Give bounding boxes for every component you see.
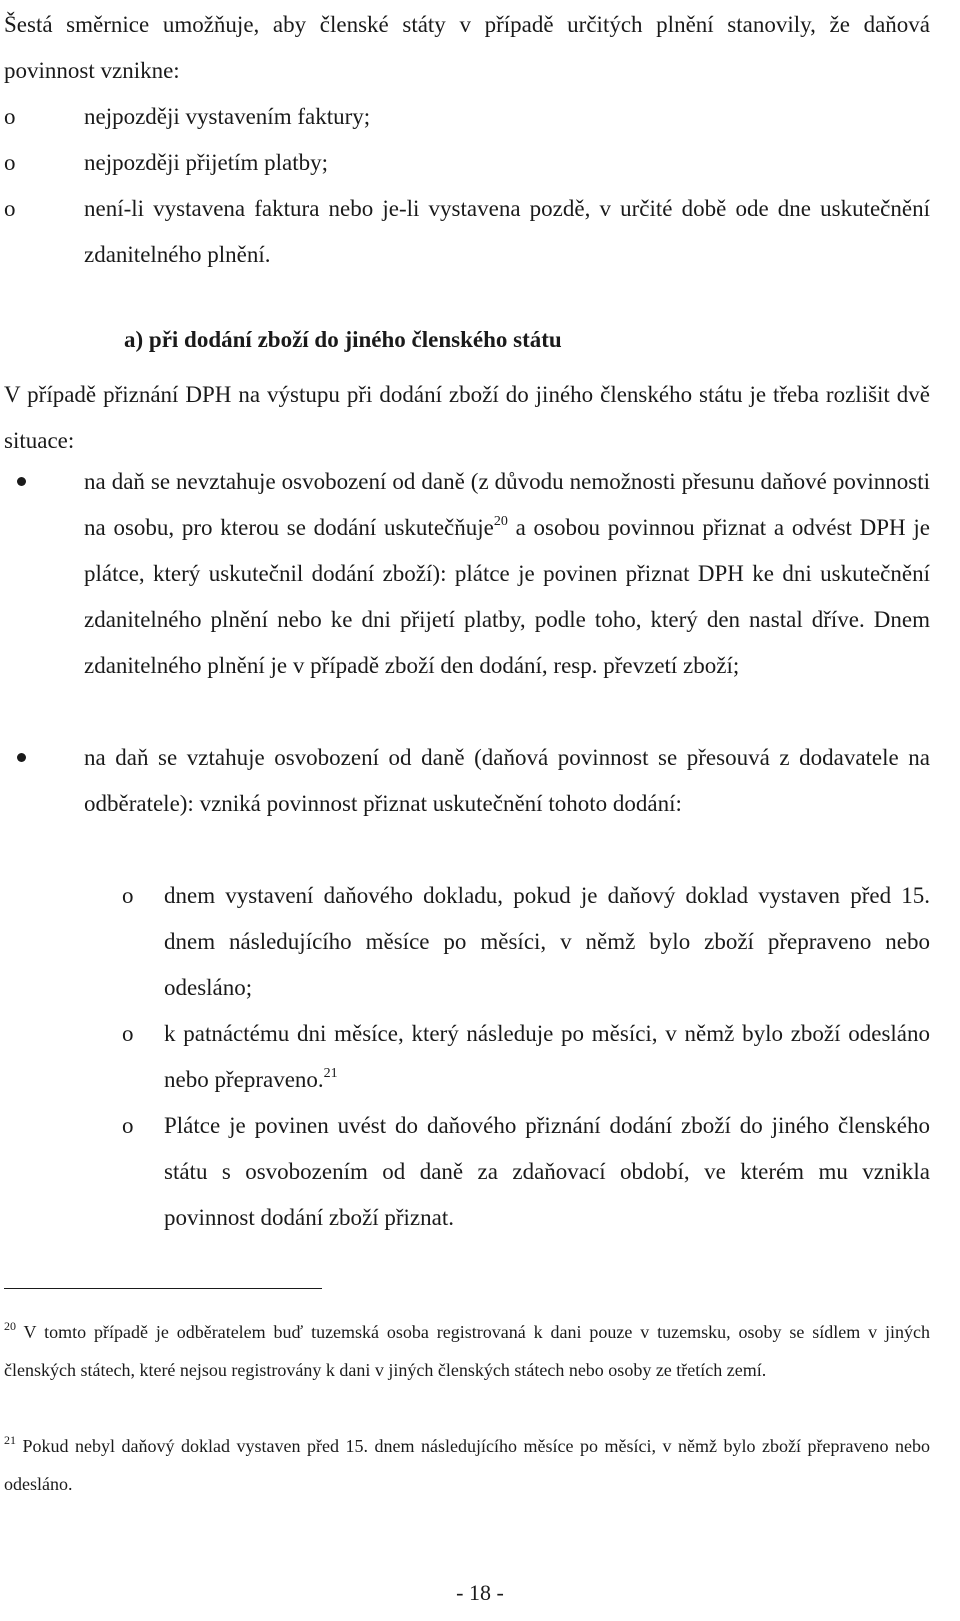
sub-list-item [84, 1103, 930, 1241]
bullet-list [4, 735, 930, 827]
bullet-icon [17, 477, 26, 486]
list-item [4, 140, 930, 186]
list-marker: o [4, 150, 16, 175]
list-marker: o [122, 1113, 134, 1138]
footnote-text: V tomto případě je odběratelem buď tuzemská osoba registrovaná k dani pouze v tuzemsku, osoby se sídlem v jiných členských státech, které nejsou registrovány k dani v jiných členských státech nebo osoby ze třetích zemí. [4, 1322, 930, 1380]
list-item [4, 94, 930, 140]
footnote-ref-21: 21 [323, 1066, 338, 1081]
bullet-text: na daň se vztahuje osvobození od daně (daňová povinnost se přesouvá z dodavatele na odběratele): vzniká povinnost přiznat uskutečnění tohoto dodání: [84, 745, 930, 816]
bullet-list [4, 459, 930, 689]
sub-list-item-text: dnem vystavení daňového dokladu, pokud je daňový doklad vystaven před 15. dnem následujícího měsíce po měsíci, v němž bylo zboží přepraveno nebo odesláno; [164, 883, 930, 1000]
footnote-ref-20: 20 [493, 514, 508, 529]
footnote-number: 21 [4, 1433, 16, 1447]
bullet-text-part: na daň se nevztahuje osvobození od daně (z důvodu nemožnosti přesunu daňové povinnosti na osobu, pro kterou se dodání uskutečňuje [84, 469, 930, 540]
list-item-text: nejpozději vystavením faktury; [84, 104, 371, 129]
footnote-separator [4, 1288, 322, 1289]
sub-list-item [84, 1011, 930, 1103]
list-item [4, 186, 930, 278]
footnote [4, 1313, 930, 1389]
section-heading: a) při dodání zboží do jiného členského státu [124, 327, 562, 352]
bullet-icon [17, 753, 26, 762]
sub-list-item [84, 873, 930, 1011]
list-item-text: není-li vystavena faktura nebo je-li vystavena pozdě, v určité době ode dne uskutečnění zdanitelného plnění. [84, 196, 930, 267]
footnote-number: 20 [4, 1319, 16, 1333]
sub-list-item-text: k patnáctému dni měsíce, který následuje po měsíci, v němž bylo zboží odesláno nebo přepraveno. [164, 1021, 930, 1092]
sub-list-item-text: Plátce je povinen uvést do daňového přiznání dodání zboží do jiného členského státu s osvobozením od daně za zdaňovací období, ve kterém mu vznikla povinnost dodání zboží přiznat. [164, 1113, 930, 1230]
intro-list [4, 94, 930, 278]
list-item-text: nejpozději přijetím platby; [84, 150, 328, 175]
page-number: - 18 - [456, 1580, 504, 1605]
list-marker: o [122, 1021, 134, 1046]
list-marker: o [122, 883, 134, 908]
sub-list [84, 873, 930, 1241]
list-marker: o [4, 196, 16, 221]
footnote-text: Pokud nebyl daňový doklad vystaven před 15. dnem následujícího měsíce po měsíci, v němž bylo zboží přepraveno nebo odesláno. [4, 1436, 930, 1494]
intro-paragraph: Šestá směrnice umožňuje, aby členské státy v případě určitých plnění stanovily, že daňová povinnost vznikne: [4, 12, 930, 83]
bullet-item [4, 735, 930, 827]
footnote [4, 1427, 930, 1503]
list-marker: o [4, 104, 16, 129]
bullet-item [4, 459, 930, 689]
bullet-text-part: a osobou povinnou přiznat a odvést DPH je plátce, který uskutečnil dodání zboží): plátce je povinen přiznat DPH ke dni uskutečnění zdanitelného plnění nebo ke dni přijetí platby, podle toho, který den nastal dříve. Dnem zdanitelného plnění je v případě zboží den dodání, resp. převzetí zboží; [84, 515, 930, 678]
body-paragraph: V případě přiznání DPH na výstupu při dodání zboží do jiného členského státu je třeba rozlišit dvě situace: [4, 382, 930, 453]
